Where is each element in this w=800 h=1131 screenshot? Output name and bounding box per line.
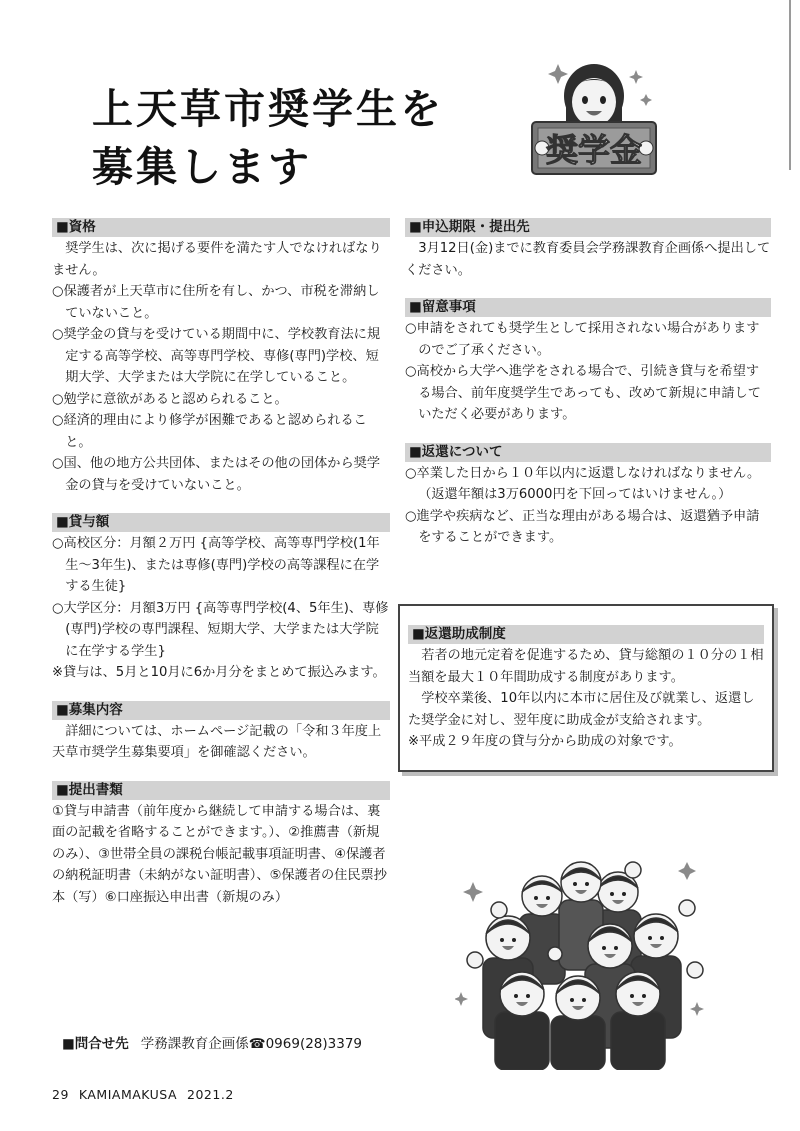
section-paragraph: 詳細については、ホームページ記載の「令和３年度上天草市奨学生募集要項」を御確認ください。 xyxy=(52,723,382,760)
right-column xyxy=(405,218,771,566)
section-heading: ■貸与額 xyxy=(52,513,390,532)
page-footer xyxy=(52,1087,244,1102)
section-paragraph: 3月12日(金)までに教育委員会学務課教育企画係へ提出してください。 xyxy=(405,241,771,278)
section-heading: ■募集内容 xyxy=(52,701,390,720)
list-item: ○高校区分：月額２万円 {高等学校、高等専門学校(1年生～3年生)、または専修(専門)学校の高等課程に在学する生徒} xyxy=(52,536,380,594)
list-item: ○申請をされても奨学生として採用されない場合がありますのでご了承ください。 xyxy=(405,321,760,358)
contact-department: 学務課教育企画係 xyxy=(140,1036,249,1052)
contact-info xyxy=(62,1032,362,1052)
section-eligibility xyxy=(52,218,390,496)
section-heading: ■返還助成制度 xyxy=(408,625,764,644)
list-item: ○大学区分：月額3万円 {高等専門学校(4、5年生)、専修(専門)学校の専門課程、短期大学、大学または大学院に在学する学生} xyxy=(52,600,389,659)
contact-phone: ☎0969(28)3379 xyxy=(248,1036,363,1052)
section-recruitment xyxy=(52,701,390,764)
left-column xyxy=(52,218,390,925)
magazine-name: KAMIAMAKUSA xyxy=(78,1087,178,1102)
page-title-line2: 募集します xyxy=(92,143,312,191)
section-paragraph: ①貸与申請書（前年度から継続して申請する場合は、裏面の記載を省略することができます。）、②推薦書（新規のみ）、③世帯全員の課税台帳記載事項証明書、④保護者の納税証明書（未納がない証明書）、⑤保護者の住民票抄本（写）⑥口座振込申出書（新規のみ） xyxy=(52,803,387,905)
section-heading: ■留意事項 xyxy=(405,298,771,317)
page-title-line1: 上天草市奨学生を xyxy=(92,85,444,133)
contact-label: ■問合せ先 xyxy=(62,1036,129,1052)
section-heading: ■返還について xyxy=(405,443,771,462)
list-item: ○奨学金の貸与を受けている期間中に、学校教育法に規定する高等学校、高等専門学校、専修(専門)学校、短期大学、大学または大学院に在学していること。 xyxy=(52,327,381,385)
list-item: ○卒業した日から１０年以内に返還しなければなりません。（返還年額は3万6000円を下回ってはいけません。） xyxy=(405,465,761,502)
page-number: 29 xyxy=(52,1087,69,1102)
section-paragraph: 学校卒業後、10年以内に本市に居住及び就業し、返還した奨学金に対し、翌年度に助成金が支給されます。 xyxy=(408,691,755,728)
section-paragraph: 奨学生は、次に掲げる要件を満たす人でなければなりません。 xyxy=(52,241,382,278)
section-documents xyxy=(52,781,390,909)
repayment-support-box xyxy=(398,604,774,772)
page-edge-line xyxy=(789,0,791,170)
section-heading: ■申込期限・提出先 xyxy=(405,218,771,237)
scholarship-girl-illustration xyxy=(518,50,668,190)
section-paragraph: 若者の地元定着を促進するため、貸与総額の１０分の１相当額を最大１０年間助成する制度があります。 xyxy=(408,648,764,685)
section-heading: ■提出書類 xyxy=(52,781,390,800)
section-note: ※貸与は、5月と10月に6か月分をまとめて振込みます。 xyxy=(52,665,386,680)
cheering-students-illustration xyxy=(455,852,713,1070)
section-repayment xyxy=(405,443,771,549)
list-item: ○勉学に意欲があると認められること。 xyxy=(52,391,288,407)
sign-text: 奨学金 xyxy=(545,131,643,169)
section-notes xyxy=(405,298,771,426)
section-heading: ■資格 xyxy=(52,218,390,237)
issue-date: 2021.2 xyxy=(187,1087,234,1102)
list-item: ○保護者が上天草市に住所を有し、かつ、市税を滞納していないこと。 xyxy=(52,284,380,321)
page-title xyxy=(92,80,444,196)
list-item: ○進学や疾病など、正当な理由がある場合は、返還猶予申請をすることができます。 xyxy=(405,508,760,545)
section-note: ※平成２９年度の貸与分から助成の対象です。 xyxy=(408,734,682,749)
list-item: ○経済的理由により修学が困難であると認められること。 xyxy=(52,413,367,450)
list-item: ○国、他の地方公共団体、またはその他の団体から奨学金の貸与を受けていないこと。 xyxy=(52,456,381,493)
section-deadline xyxy=(405,218,771,281)
list-item: ○高校から大学へ進学をされる場合で、引続き貸与を希望する場合、前年度奨学生であっても、改めて新規に申請していただく必要があります。 xyxy=(405,364,761,422)
section-loan-amount xyxy=(52,513,390,684)
